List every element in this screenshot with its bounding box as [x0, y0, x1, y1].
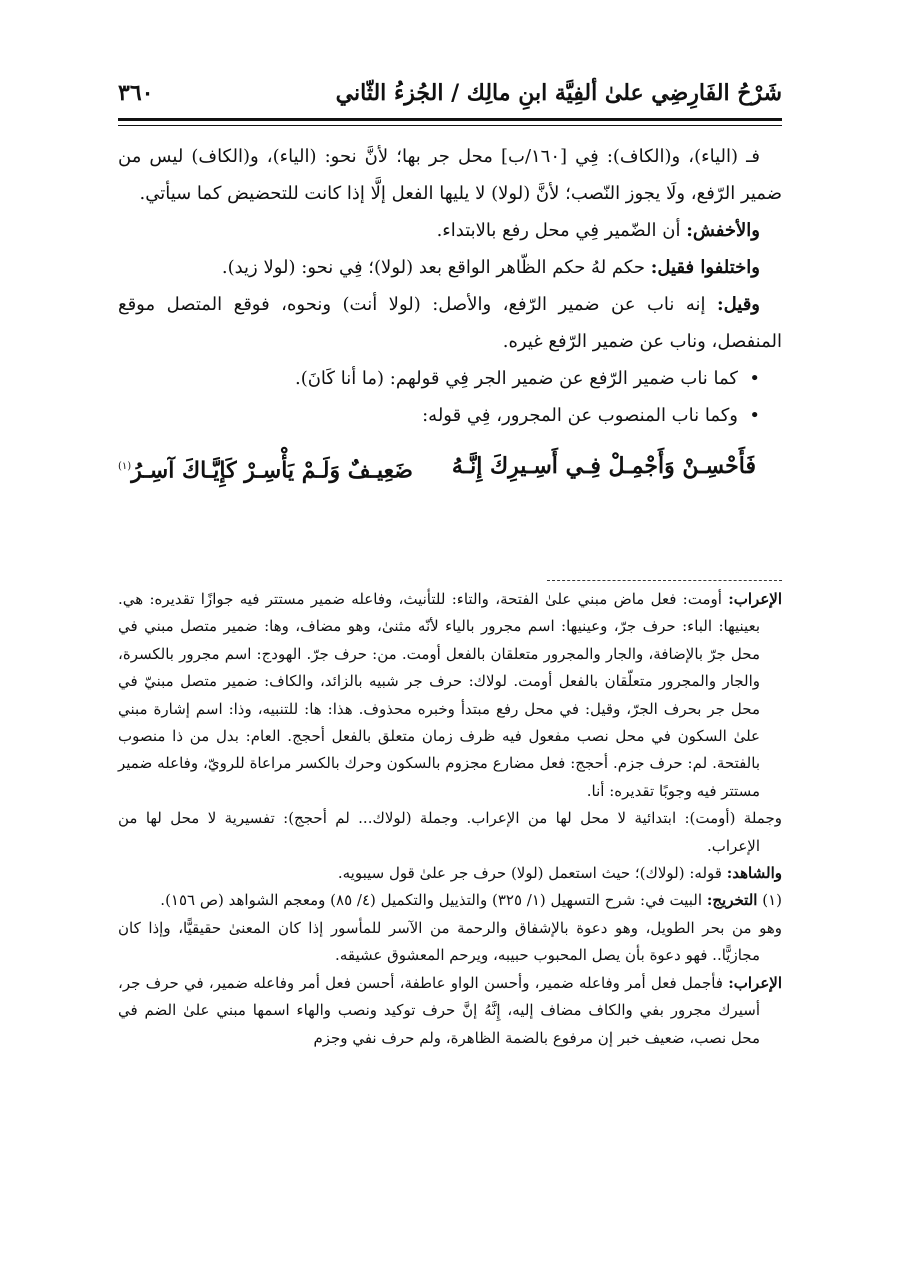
footnote-takhrij: [118, 887, 782, 914]
paragraph-lead: وقيل:: [716, 294, 760, 315]
footnote-number: (١): [757, 891, 782, 910]
footnote-body: قوله: (لولاك)؛ حيث استعمل (لولا) حرف جر علىٰ قول سيبويه.: [337, 864, 727, 883]
footnotes: [118, 586, 782, 1052]
main-text: [118, 138, 782, 490]
header-rule-thin: [118, 125, 782, 126]
footnote-body: فأجمل فعل أمر وفاعله ضمير، وأحسن الواو عاطفة، أحسن فعل أمر وفاعله ضمير، في حرف جر، أسيرك مجرور بفي والكاف مضاف إليه، إِنَّهُ إنَّ حرف توكيد ونصب والهاء اسمها مبني علىٰ الضم في محل نصب، ضعيف خبر إن مرفوع بالضمة الظاهرة، ولم حرف نفي وجزم: [118, 973, 760, 1047]
paragraph-lead: والأخفش:: [686, 220, 760, 241]
footnote-lead: الإعراب:: [728, 590, 782, 608]
footnote-jumla: وجملة (أومت): ابتدائية لا محل لها من الإعراب. وجملة (لولاك... لم أحجج): تفسيرية لا محل لها من الإعراب.: [118, 809, 782, 855]
footnote-divider: [547, 580, 782, 581]
paragraph-body: إنه ناب عن ضمير الرّفع، والأصل: (لولا أنت) ونحوه، فوقع المتصل موقع المنفصل، وناب عن ضمير الرّفع غيره.: [118, 294, 782, 352]
page-number: ٣٦٠: [118, 80, 154, 106]
paragraph-body: حكم لهُ حكم الظّاهر الواقع بعد (لولا)؛ فِي نحو: (لولا زيد).: [221, 257, 651, 278]
paragraph-1: فـ (الياء)، و(الكاف): فِي [١٦٠/ب] محل جر بها؛ لأنَّ نحو: (الياء)، و(الكاف) ليس من ضمير الرّفع، ولَا يجوز النّصب؛ لأنَّ (لولا) لا يليها الفعل إلَّا إذا كانت للتحضيض كما سيأتي.: [118, 146, 782, 204]
footnote-irab: [118, 586, 782, 805]
header-rule-thick: [118, 118, 782, 121]
running-title: شَرْحُ الفَارِضِي علىٰ ألفِيَّة ابنِ مالِك / الجُزءُ الثّاني: [335, 80, 782, 106]
footnote-body: أومت: فعل ماض مبني علىٰ الفتحة، والتاء: للتأنيث، وفاعله ضمير مستتر فيه جوازًا تقديره: هي. بعينيها: الباء: حرف جرّ، وعينيها: اسم مجرور بالياء لأنّه مثنىٰ، وهو مضاف، وها: ضمير متصل مبني في محل جرّ بالإضافة، والجار والمجرور متعلقان بالفعل أومت. من: حرف جرّ. الهودج: اسم مجرور بالكسرة، والجار والمجرور متعلّقان بالفعل أومت. لولاك: حرف جر شبيه بالزائد، والكاف: ضمير متصل مبنيّ في محل جر بحرف الجرّ، وقيل: في محل رفع مبتدأ وخبره محذوف. هذا: ها: للتنبيه، وذا: اسم إشارة مبني علىٰ السكون في محل نصب مفعول فيه ظرف زمان متعلق بالفعل أحجج. العام: بدل من ذا منصوب بالفتحة. لم: حرف جزم. أحجج: فعل مضارع مجزوم بالسكون وحرك بالكسر مراعاة للرويّ، وفاعله ضمير مستتر فيه وجوبًا تقديره: أنا.: [118, 590, 760, 800]
bullet-item-2: • وكما ناب المنصوب عن المجرور، فِي قوله:: [118, 397, 782, 434]
paragraph-ikhtalafu: [118, 249, 782, 286]
bullet-item-1: • كما ناب ضمير الرّفع عن ضمير الجر فِي قولهم: (ما أنا كَانَ).: [118, 360, 782, 397]
footnote-irab-verse: [118, 970, 782, 1052]
verse-second-text: ضَعِيـفٌ وَلَـمْ يَأْسِـرْ كَإِيَّـاكَ آسِـرُ: [131, 457, 413, 484]
paragraph-body: أن الضّمير فِي محل رفع بالابتداء.: [436, 220, 687, 241]
paragraph-akhfash: [118, 212, 782, 249]
footnote-marker: (١): [118, 461, 132, 472]
paragraph-lead: واختلفوا فقيل:: [650, 257, 760, 278]
footnote-lead: الإعراب:: [728, 973, 782, 992]
footnote-lead: التخريج:: [706, 891, 758, 910]
footnote-lead: والشاهد:: [726, 864, 782, 883]
poetry-verse: [118, 438, 782, 490]
verse-first-hemistich: فَأَحْسِـنْ وَأَجْمِـلْ فِـي أَسِـيرِكَ إِنَّـهُ: [451, 453, 756, 479]
footnote-body: البيت في: شرح التسهيل (١/ ٣٢٥) والتذييل والتكميل (٤/ ٨٥) ومعجم الشواهد (ص ١٥٦).: [160, 891, 707, 910]
footnote-shahid: [118, 860, 782, 887]
verse-second-hemistich: [118, 448, 413, 489]
page-header: [118, 68, 782, 118]
paragraph-qila: [118, 286, 782, 360]
footnote-bahr: وهو من بحر الطويل، وهو دعوة بالإشفاق والرحمة من الآسر للمأسور إذا كان المعنىٰ حقيقيًّا، وإذا كان مجازيًّا.. فهو دعوة بأن يصل المحبوب حبيبه، ويرحم المعشوق عشيقه.: [118, 918, 782, 965]
